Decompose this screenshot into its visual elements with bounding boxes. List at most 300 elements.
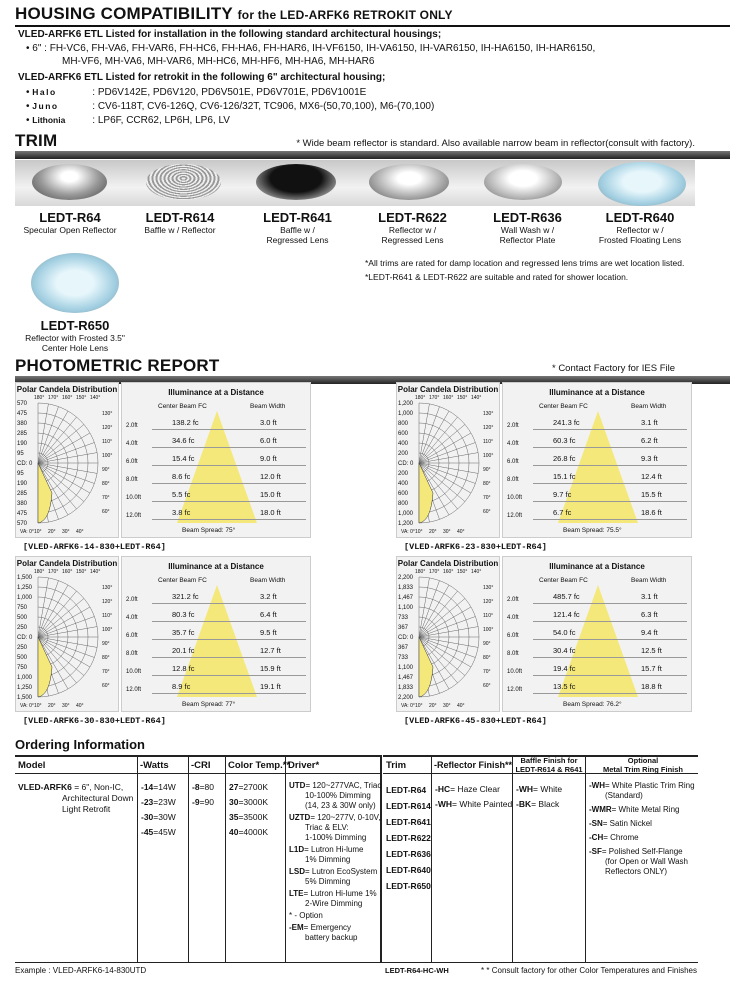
center-beam-value: 20.1 fc <box>172 646 195 655</box>
option-code: -8 <box>192 782 200 792</box>
beam-width-value: 18.8 ft <box>641 682 662 691</box>
polar-angle-label: 170° <box>48 395 59 401</box>
ordering-bottom-rule <box>15 962 698 963</box>
illuminance-row-line <box>152 693 306 694</box>
beam-width-value: 15.7 ft <box>641 664 662 673</box>
header-cri: -CRI <box>191 760 211 771</box>
illuminance-chart <box>121 382 311 538</box>
option-code: UTD <box>289 781 306 790</box>
option-item <box>289 923 379 933</box>
beam-spread: Beam Spread: 76.2° <box>563 701 622 708</box>
baffle-col <box>516 782 562 812</box>
header-model: Model <box>18 760 46 771</box>
polar-angle-label: 80° <box>102 655 110 661</box>
illuminance-row-line <box>152 429 306 430</box>
illuminance-row-line <box>152 519 306 520</box>
polar-scale-label: 1,833 <box>398 585 414 591</box>
polar-scale-label: 367 <box>398 625 409 631</box>
illuminance-row-line <box>533 639 687 640</box>
center-beam-label: Center Beam FC <box>539 577 588 584</box>
distance-label: 12.0ft <box>507 513 523 519</box>
beam-width-value: 9.4 ft <box>641 628 658 637</box>
option-item <box>516 782 562 797</box>
center-beam-value: 241.3 fc <box>553 418 580 427</box>
option-code: LTE <box>289 889 304 898</box>
candela-lobe <box>38 637 52 697</box>
beam-width-value: 6.0 ft <box>260 436 277 445</box>
halo-list: : PD6V142E, PD6V120, PD6V501E, PD6V701E, PD6V1001E <box>92 87 367 98</box>
housing-subtitle: for the LED-ARFK6 RETROKIT ONLY <box>237 8 453 22</box>
beam-width-value: 15.9 ft <box>260 664 281 673</box>
polar-angle-label: 90° <box>102 641 110 647</box>
polar-angle-label: 30° <box>443 529 451 535</box>
option-desc: * - Option <box>289 911 323 920</box>
polar-scale-label: 733 <box>398 615 409 621</box>
polar-angle-label: 60° <box>102 683 110 689</box>
center-beam-value: 3.8 fc <box>172 508 191 517</box>
header-trim: Trim <box>386 760 407 771</box>
polar-angle-label: VA: 0° <box>401 529 415 535</box>
option-desc: Reflectors ONLY) <box>605 867 668 876</box>
center-beam-value: 19.4 fc <box>553 664 576 673</box>
option-code: -SF <box>589 847 602 856</box>
beam-width-label: Beam Width <box>250 577 286 584</box>
trim-code: LEDT-R64 <box>39 210 101 225</box>
polar-chart <box>15 556 119 712</box>
distance-label: 6.0ft <box>507 633 519 639</box>
illuminance-title: Illuminance at a Distance <box>168 388 264 397</box>
polar-scale-label: 400 <box>398 481 409 487</box>
option-code: -WH <box>589 781 605 790</box>
trim-r614 <box>125 210 235 235</box>
reflector-image-r614 <box>146 164 221 200</box>
trim-option: LEDT-R614 <box>386 801 431 811</box>
beam-width-value: 3.0 ft <box>260 418 277 427</box>
header-ring <box>588 756 698 774</box>
reflector-image-r622 <box>369 164 449 200</box>
polar-angle-label: 80° <box>102 481 110 487</box>
illuminance-row-line <box>152 483 306 484</box>
center-beam-value: 8.6 fc <box>172 472 191 481</box>
polar-angle-label: VA: 0° <box>401 703 415 709</box>
housing-juno-row: • Juno : CV6-118T, CV6-126Q, CV6-126/32T, TC906, MX6-(50,70,100), M6-(70,100) <box>26 101 435 112</box>
distance-label: 2.0ft <box>507 423 519 429</box>
distance-label: 8.0ft <box>507 477 519 483</box>
center-beam-value: 121.4 fc <box>553 610 580 619</box>
col-divider <box>225 757 226 963</box>
polar-angle-label: 90° <box>483 641 491 647</box>
polar-scale-label: 475 <box>17 411 28 417</box>
beam-cone <box>177 585 257 697</box>
polar-angle-label: 160° <box>62 569 73 575</box>
option-desc: = 120~277VAC, Triac <box>305 781 382 790</box>
polar-angle-label: 170° <box>48 569 59 575</box>
polar-angle-label: 70° <box>102 669 110 675</box>
distance-label: 2.0ft <box>507 597 519 603</box>
polar-angle-label: 40° <box>457 529 465 535</box>
beam-width-value: 15.5 ft <box>641 490 662 499</box>
distance-label: 6.0ft <box>126 633 138 639</box>
illuminance-row-line <box>533 447 687 448</box>
option-code: -WMR <box>589 805 612 814</box>
polar-angle-label: 30° <box>62 703 70 709</box>
polar-angle-label: 120° <box>483 425 494 431</box>
option-code: 40 <box>229 827 239 837</box>
option-item <box>229 797 268 808</box>
beam-width-value: 9.0 ft <box>260 454 277 463</box>
polar-angle-label: 70° <box>102 495 110 501</box>
beam-width-value: 19.1 ft <box>260 682 281 691</box>
juno-list: : CV6-118T, CV6-126Q, CV6-126/32T, TC906, MX6-(50,70,100), M6-(70,100) <box>92 101 435 112</box>
polar-chart <box>396 382 500 538</box>
polar-angle-label: 180° <box>34 395 45 401</box>
trim-desc: Regressed Lens <box>266 235 329 245</box>
option-item <box>289 867 379 877</box>
polar-angle-label: 150° <box>76 395 87 401</box>
polar-scale-label: 1,200 <box>398 521 414 527</box>
reflector-image-r636 <box>484 164 562 200</box>
polar-scale-label: 380 <box>17 501 28 507</box>
ordering-header-rule <box>15 773 380 774</box>
illuminance-row-line <box>533 501 687 502</box>
polar-scale-label: 380 <box>17 421 28 427</box>
beam-width-value: 3.2 ft <box>260 592 277 601</box>
distance-label: 12.0ft <box>126 513 142 519</box>
option-item <box>589 805 697 815</box>
distance-label: 6.0ft <box>126 459 138 465</box>
spacer <box>229 838 268 842</box>
trim-r640 <box>585 210 695 245</box>
center-beam-value: 485.7 fc <box>553 592 580 601</box>
trim-code: LEDT-R636 <box>493 210 562 225</box>
trim-note-shower: *LEDT-R641 & LEDT-R622 are suitable and rated for shower location. <box>365 272 629 282</box>
trim-option: LEDT-R64 <box>386 785 427 795</box>
option-item <box>141 797 176 808</box>
illuminance-row-line <box>152 501 306 502</box>
polar-scale-label: 750 <box>17 665 28 671</box>
option-desc: = White Metal Ring <box>611 805 680 814</box>
trim-option: LEDT-R641 <box>386 817 431 827</box>
photometric-title: PHOTOMETRIC REPORT <box>15 356 220 375</box>
option-desc: (14, 23 & 30W only) <box>305 801 376 810</box>
model-desc: = 6", Non-IC, <box>74 782 124 792</box>
option-code: -45 <box>141 827 154 837</box>
candela-lobe <box>419 463 433 523</box>
option-item <box>192 782 214 793</box>
polar-scale-label: 2,200 <box>398 695 414 701</box>
option-desc: 1% Dimming <box>305 855 351 864</box>
polar-angle-label: 160° <box>443 569 454 575</box>
center-beam-value: 321.2 fc <box>172 592 199 601</box>
polar-angle-label: 180° <box>34 569 45 575</box>
center-beam-value: 6.7 fc <box>553 508 572 517</box>
option-desc: = Lutron Hi-lume 1% <box>303 889 377 898</box>
polar-scale-label: 600 <box>398 491 409 497</box>
option-item <box>141 812 176 823</box>
center-beam-value: 26.8 fc <box>553 454 576 463</box>
option-desc: = Satin Nickel <box>602 819 652 828</box>
illuminance-title: Illuminance at a Distance <box>549 562 645 571</box>
polar-scale-label: 1,000 <box>398 411 414 417</box>
option-desc: = White Plastic Trim Ring <box>605 781 695 790</box>
candela-lobe <box>419 637 433 697</box>
beam-width-value: 12.7 ft <box>260 646 281 655</box>
illuminance-row-line <box>533 603 687 604</box>
option-item <box>229 812 268 823</box>
polar-angle-label: 100° <box>102 453 113 459</box>
illuminance-title: Illuminance at a Distance <box>549 388 645 397</box>
polar-scale-label: 285 <box>17 431 28 437</box>
beam-width-label: Beam Width <box>250 403 286 410</box>
option-code: -CH <box>589 833 604 842</box>
polar-title: Polar Candela Distribution <box>397 559 499 568</box>
option-item <box>229 827 268 838</box>
option-desc: = Lutron EcoSystem <box>305 867 378 876</box>
reflector-image-r640 <box>598 162 686 206</box>
col-divider <box>285 757 286 963</box>
option-item <box>141 782 176 793</box>
report-caption: [VLED-ARFK6-30-830+LEDT-R64] <box>23 716 166 726</box>
polar-scale-label: 400 <box>398 441 409 447</box>
polar-scale-label: 190 <box>17 441 28 447</box>
polar-angle-label: 130° <box>483 585 494 591</box>
polar-angle-label: 80° <box>483 655 491 661</box>
center-beam-value: 12.8 fc <box>172 664 195 673</box>
polar-angle-label: 180° <box>415 569 426 575</box>
polar-scale-label: CD: 0 <box>398 635 414 641</box>
spacer <box>141 838 176 842</box>
trim-desc: Wall Wash w / <box>500 225 555 235</box>
trim-desc: Reflector w / <box>388 225 437 235</box>
beam-width-value: 18.6 ft <box>641 508 662 517</box>
housing-title: HOUSING COMPATIBILITY for the LED-ARFK6 RETROKIT ONLY <box>15 4 453 23</box>
ring-col <box>589 781 697 881</box>
trim-r636 <box>470 210 585 245</box>
polar-scale-label: 570 <box>17 521 28 527</box>
polar-angle-label: 90° <box>102 467 110 473</box>
example-right: LEDT-R64-HC-WH <box>385 966 449 975</box>
beam-width-value: 12.4 ft <box>641 472 662 481</box>
trim-desc: Frosted Floating Lens <box>598 235 682 245</box>
polar-angle-label: 120° <box>483 599 494 605</box>
beam-spread: Beam Spread: 75° <box>182 527 236 534</box>
trim-desc: Center Hole Lens <box>41 343 109 353</box>
watts-col <box>141 782 176 842</box>
housing-bullet-6in: • 6" : FH-VC6, FH-VA6, FH-VAR6, FH-HC6, FH-HA6, FH-HAR6, IH-VF6150, IH-VA6150, IH-VAR6150, IH-HA6150, IH-HAR6150, <box>26 43 596 54</box>
option-code: -9 <box>192 797 200 807</box>
example-left: Example : VLED-ARFK6-14-830UTD <box>15 966 147 975</box>
polar-angle-label: 40° <box>76 703 84 709</box>
option-desc: =3500K <box>238 812 269 822</box>
polar-title: Polar Candela Distribution <box>16 385 118 394</box>
polar-scale-label: 1,250 <box>17 585 33 591</box>
polar-angle-label: 110° <box>483 613 493 619</box>
polar-angle-label: 170° <box>429 569 440 575</box>
option-desc: =14W <box>153 782 176 792</box>
polar-scale-label: 1,000 <box>17 595 33 601</box>
report-caption: [VLED-ARFK6-14-830+LEDT-R64] <box>23 542 166 552</box>
trim-option: LEDT-R640 <box>386 865 431 875</box>
report-caption: [VLED-ARFK6-45-830+LEDT-R64] <box>404 716 547 726</box>
illuminance-row-line <box>152 447 306 448</box>
option-desc: =4000K <box>238 827 269 837</box>
option-code: -WH <box>435 799 452 809</box>
header-driver: Driver* <box>288 760 320 771</box>
polar-scale-label: 733 <box>398 655 409 661</box>
distance-label: 6.0ft <box>507 459 519 465</box>
trim-code: LEDT-R640 <box>605 210 675 225</box>
illuminance-row-line <box>152 639 306 640</box>
illuminance-title: Illuminance at a Distance <box>168 562 264 571</box>
illuminance-row-line <box>533 675 687 676</box>
polar-angle-label: 140° <box>471 569 482 575</box>
col-divider <box>137 757 138 963</box>
polar-angle-label: 150° <box>457 395 468 401</box>
beam-spread: Beam Spread: 75.5° <box>563 527 622 534</box>
option-code: 35 <box>229 812 239 822</box>
beam-width-value: 15.0 ft <box>260 490 281 499</box>
polar-angle-label: VA: 0° <box>20 703 34 709</box>
housing-line1: VLED-ARFK6 ETL Listed for installation in the following standard architectural housings; <box>18 29 442 40</box>
polar-angle-label: 160° <box>62 395 73 401</box>
trim-note: * Wide beam reflector is standard. Also available narrow beam in reflector(consult with factory). <box>296 138 695 149</box>
beam-width-value: 12.5 ft <box>641 646 662 655</box>
polar-scale-label: 250 <box>17 645 28 651</box>
distance-label: 8.0ft <box>507 651 519 657</box>
option-desc: Triac & ELV: <box>305 823 349 832</box>
polar-angle-label: 150° <box>457 569 468 575</box>
polar-angle-label: 140° <box>471 395 482 401</box>
polar-angle-label: 40° <box>76 529 84 535</box>
option-item <box>289 911 379 921</box>
polar-angle-label: 100° <box>483 453 494 459</box>
trim-desc: Reflector w / <box>616 225 664 235</box>
header-baffle-1: Baffle Finish for <box>520 756 578 765</box>
illuminance-chart <box>502 556 692 712</box>
reflector-image-r650 <box>31 253 119 313</box>
option-desc: =45W <box>153 827 176 837</box>
option-desc: = Emergency <box>303 923 352 932</box>
polar-angle-label: 20° <box>429 703 437 709</box>
polar-scale-label: 190 <box>17 481 28 487</box>
polar-scale-label: 285 <box>17 491 28 497</box>
trim-col <box>386 782 431 894</box>
option-code: 30 <box>229 797 239 807</box>
polar-angle-label: 90° <box>483 467 491 473</box>
option-desc: battery backup <box>305 933 358 942</box>
header-baffle <box>514 756 584 774</box>
center-beam-value: 30.4 fc <box>553 646 576 655</box>
trim-note-damp: *All trims are rated for damp location and regressed lens trims are wet location listed. <box>365 258 685 268</box>
polar-scale-label: 200 <box>398 471 409 477</box>
beam-width-value: 6.4 ft <box>260 610 277 619</box>
polar-angle-label: 10° <box>415 703 423 709</box>
distance-label: 10.0ft <box>126 669 142 675</box>
polar-scale-label: 750 <box>17 605 28 611</box>
trim-code: LEDT-R614 <box>145 210 215 225</box>
polar-chart <box>15 382 119 538</box>
option-item <box>589 847 697 857</box>
trim-bar <box>15 151 730 159</box>
polar-scale-label: 800 <box>398 421 409 427</box>
option-item <box>141 827 176 838</box>
polar-scale-label: 600 <box>398 431 409 437</box>
center-beam-value: 15.4 fc <box>172 454 195 463</box>
polar-angle-label: 140° <box>90 395 101 401</box>
spacer <box>289 943 379 945</box>
beam-width-value: 3.1 ft <box>641 418 658 427</box>
polar-angle-label: 110° <box>102 439 112 445</box>
polar-scale-label: 475 <box>17 511 28 517</box>
distance-label: 10.0ft <box>126 495 142 501</box>
distance-label: 4.0ft <box>126 441 138 447</box>
header-color: Color Temp.** <box>228 760 291 771</box>
spacer <box>589 877 697 881</box>
illuminance-row-line <box>533 465 687 466</box>
polar-angle-label: 20° <box>429 529 437 535</box>
polar-scale-label: 500 <box>17 655 28 661</box>
distance-label: 4.0ft <box>126 615 138 621</box>
reflector-image-r641 <box>256 164 336 200</box>
option-item <box>589 833 697 843</box>
option-item <box>289 889 379 899</box>
illuminance-row-line <box>533 483 687 484</box>
polar-scale-label: 1,000 <box>398 511 414 517</box>
polar-angle-label: 120° <box>102 599 113 605</box>
trim-r650 <box>15 318 135 353</box>
model-code: VLED-ARFK6 <box>18 782 72 792</box>
center-beam-label: Center Beam FC <box>158 403 207 410</box>
option-desc: =80 <box>199 782 214 792</box>
distance-label: 12.0ft <box>126 687 142 693</box>
option-desc: = Polished Self-Flange <box>601 847 683 856</box>
polar-title: Polar Candela Distribution <box>397 385 499 394</box>
polar-scale-label: 367 <box>398 645 409 651</box>
illuminance-row-line <box>533 657 687 658</box>
illuminance-row-line <box>533 693 687 694</box>
polar-scale-label: 570 <box>17 401 28 407</box>
polar-scale-label: 1,833 <box>398 685 414 691</box>
option-desc: =30W <box>153 812 176 822</box>
trim-r64 <box>15 210 125 235</box>
center-beam-value: 138.2 fc <box>172 418 199 427</box>
center-beam-value: 8.9 fc <box>172 682 191 691</box>
option-code: -23 <box>141 797 154 807</box>
illuminance-chart <box>121 556 311 712</box>
polar-angle-label: 160° <box>443 395 454 401</box>
ordering-title: Ordering Information <box>15 737 145 752</box>
polar-chart <box>396 556 500 712</box>
header-ring-1: Optional <box>627 756 659 765</box>
polar-scale-label: 1,250 <box>17 685 33 691</box>
beam-cone <box>558 411 638 523</box>
polar-angle-label: VA: 0° <box>20 529 34 535</box>
trim-code: LEDT-R622 <box>378 210 447 225</box>
polar-angle-label: 60° <box>483 683 491 689</box>
lithonia-list: : LP6F, CCR62, LP6H, LP6, LV <box>92 115 230 126</box>
beam-width-value: 6.2 ft <box>641 436 658 445</box>
polar-angle-label: 20° <box>48 529 56 535</box>
option-desc: = 120~277V, 0-10V, <box>310 813 381 822</box>
trim-title: TRIM <box>15 131 58 150</box>
trim-option: LEDT-R636 <box>386 849 431 859</box>
trim-code: LEDT-R650 <box>40 318 110 333</box>
option-desc: =2700K <box>238 782 269 792</box>
option-code: UZTD <box>289 813 311 822</box>
center-beam-value: 35.7 fc <box>172 628 195 637</box>
color-col <box>229 782 268 842</box>
option-desc: 2-Wire Dimming <box>305 899 363 908</box>
